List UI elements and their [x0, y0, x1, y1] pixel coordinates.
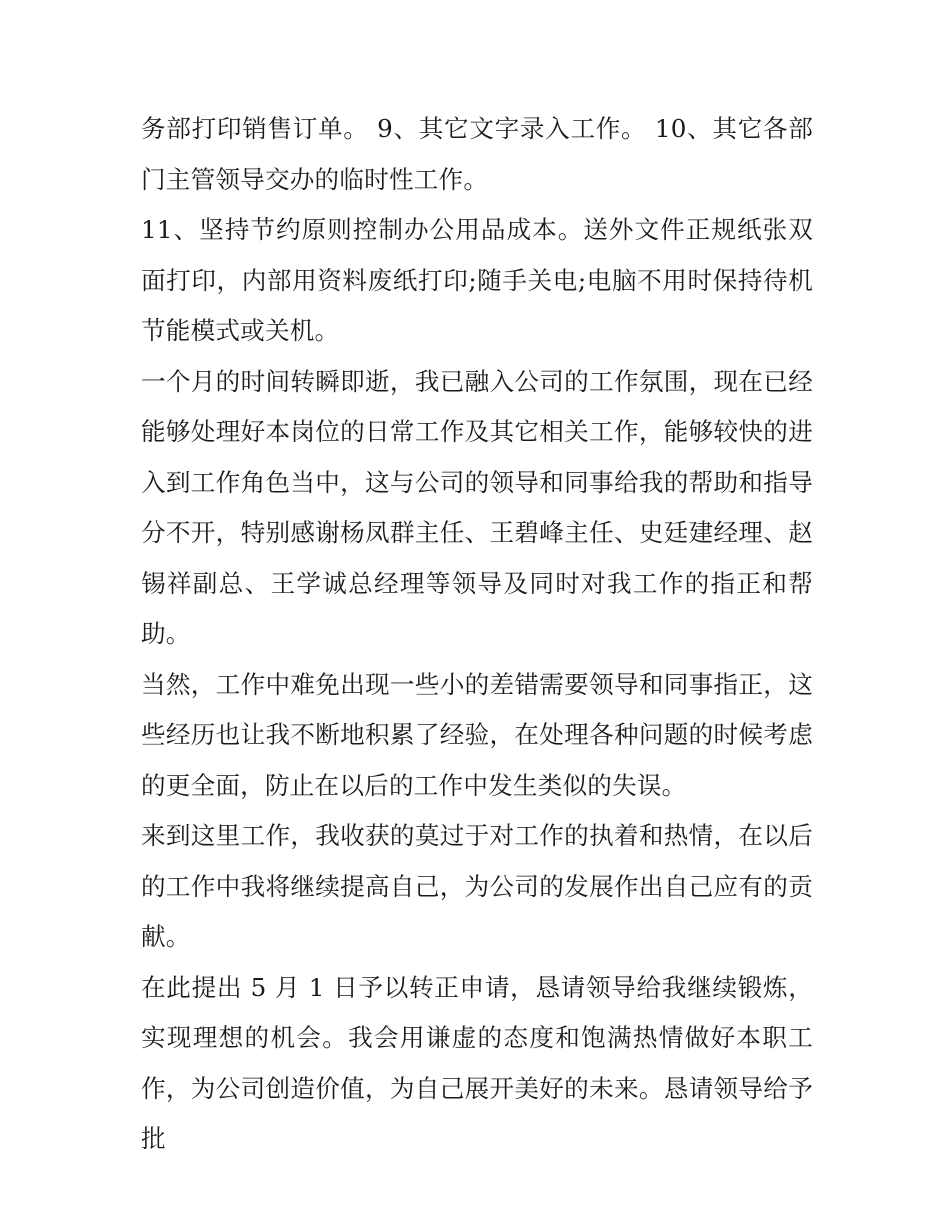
paragraph-duties-9-10: 务部打印销售订单。 9、其它文字录入工作。 10、其它各部门主管领导交办的临时性工作。 [141, 114, 813, 194]
paragraph-mistakes-experience: 当然，工作中难免出现一些小的差错需要领导和同事指正，这些经历也让我不断地积累了经验，在处理各种问题的时候考虑的更全面，防止在以后的工作中发生类似的失误。 [141, 669, 813, 800]
paragraph-duty-11: 11、坚持节约原则控制办公用品成本。送外文件正规纸张双面打印，内部用资料废纸打印;随手关电;电脑不用时保持待机节能模式或关机。 [141, 215, 813, 345]
paragraph-regularization-request: 在此提出 5 月 1 日予以转正申请，恳请领导给我继续锻炼，实现理想的机会。我会用谦虚的态度和饱满热情做好本职工作，为公司创造价值，为自己展开美好的未来。恳请领导给予批 [141, 972, 813, 1153]
paragraph-one-month-summary: 一个月的时间转瞬即逝，我已融入公司的工作氛围，现在已经能够处理好本岗位的日常工作及其它相关工作，能够较快的进入到工作角色当中，这与公司的领导和同事给我的帮助和指导分不开，特别感谢杨凤群主任、王碧峰主任、史廷建经理、赵锡祥副总、王学诚总经理等领导及同时对我工作的指正和帮助。 [141, 366, 813, 648]
document-body [141, 104, 813, 1165]
paragraph-gains: 来到这里工作，我收获的莫过于对工作的执着和热情，在以后的工作中我将继续提高自己，为公司的发展作出自己应有的贡献。 [141, 821, 813, 951]
